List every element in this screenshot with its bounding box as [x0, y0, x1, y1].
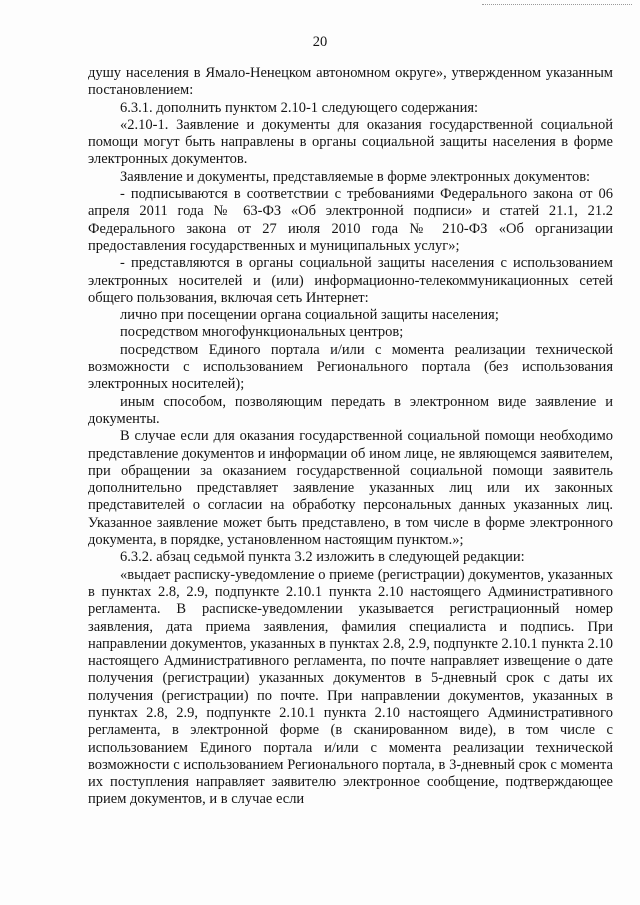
scan-edge-mark	[482, 4, 632, 7]
paragraph-8: посредством многофункциональных центров;	[120, 324, 404, 341]
paragraph-6: - представляются в органы социальной защиты населения с использованием электронных носителей и (или) информационно-телекоммуникационных сетей общего пользования, включая сеть Интернет:	[88, 255, 613, 306]
paragraph-7: лично при посещении органа социальной защиты населения;	[120, 307, 499, 324]
paragraph-4: Заявление и документы, представляемые в форме электронных документов:	[120, 168, 591, 185]
paragraph-11: В случае если для оказания государственной социальной помощи необходимо представление документов и информации об ином лице, не являющемся заявителем, при обращении за оказанием государственной социальной помощи заявитель дополнительно представляет заявление указанных лиц или их законных представителей о согласии на обработку персональных данных указанных лиц. Указанное заявление может быть представлено, в том числе в форме электронного документа, в порядке, установленном настоящим пунктом.»;	[88, 428, 613, 549]
paragraph-1: душу населения в Ямало-Ненецком автономном округе», утвержденном указанным постановлением:	[88, 65, 613, 99]
page-number: 20	[312, 34, 328, 50]
paragraph-10: иным способом, позволяющим передать в электронном виде заявление и документы.	[88, 393, 613, 427]
paragraph-2: 6.3.1. дополнить пунктом 2.10-1 следующего содержания:	[120, 99, 479, 116]
paragraph-9: посредством Единого портала и/или с момента реализации технической возможности с использованием Регионального портала (без использования электронных носителей);	[88, 341, 613, 393]
paragraph-3: «2.10-1. Заявление и документы для оказания государственной социальной помощи могут быть направлены в органы социальной защиты населения в форме электронных документов.	[88, 116, 613, 168]
paragraph-12: 6.3.2. абзац седьмой пункта 3.2 изложить в следующей редакции:	[120, 549, 525, 566]
document-body	[88, 65, 613, 809]
paragraph-5: - подписываются в соответствии с требованиями Федерального закона от 06 апреля 2011 года № 63-ФЗ «Об электронной подписи» и статей 21.1, 21.2 Федерального закона от 27 июля 2010 года № 210-ФЗ «Об организации предоставления государственных и муниципальных услуг»;	[88, 186, 613, 254]
paragraph-13: «выдает расписку-уведомление о приеме (регистрации) документов, указанных в пунктах 2.8, 2.9, подпункте 2.10.1 пункта 2.10 настоящего Административного регламента. В расписке-уведомлении указывается регистрационный номер заявления, дата приема заявления, фамилия специалиста и подпись. При направлении документов, указанных в пунктах 2.8, 2.9, подпункте 2.10.1 пункта 2.10 настоящего Административного регламента, по почте направляет извещение о дате получения (регистрации) указанных документов в 5-дневный срок с даты их получения (регистрации) по почте. При направлении документов, указанных в пунктах 2.8, 2.9, подпункте 2.10.1 пункта 2.10 настоящего Административного регламента, в электронной форме (в сканированном виде), в том числе с использованием Единого портала и/или с момента реализации технической возможности с использованием Регионального портала, в 3-дневный срок с момента их поступления направляет заявителю электронное сообщение, подтверждающее прием документов, и в случае если	[88, 566, 613, 808]
